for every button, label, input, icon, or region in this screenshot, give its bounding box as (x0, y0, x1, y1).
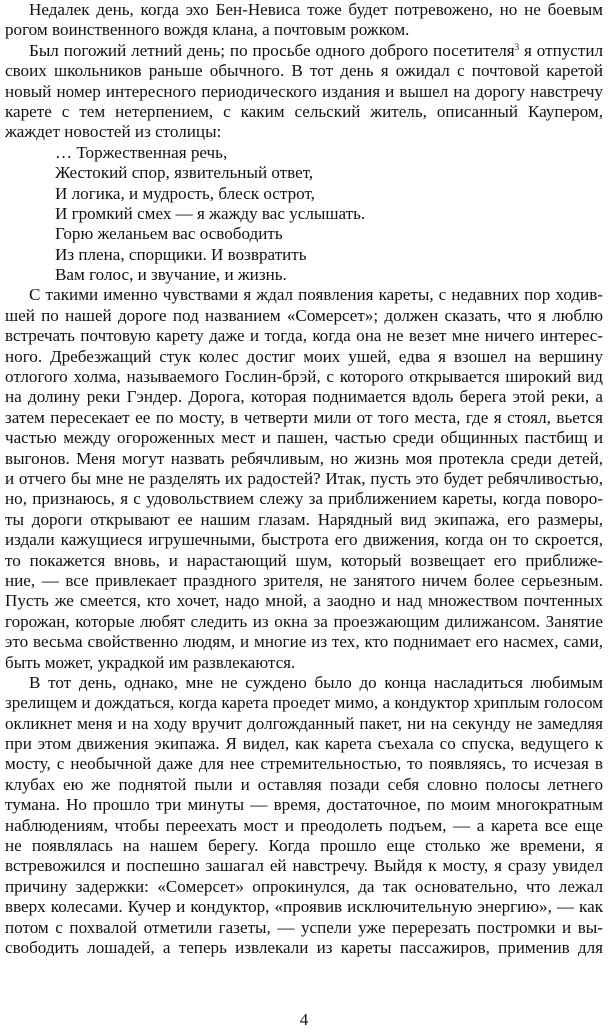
text-line: не появлялась на нашем берегу. Когда прошло еще столько же времени, я (5, 836, 603, 856)
text-line: это весьма свойственно людям, и многие из тех, кто поднимает его насмех, сами, (5, 632, 603, 652)
text-line: ного. Дребезжащий стук колес достиг моих ушей, едва я взошел на вершину (5, 346, 603, 366)
text-line: рогом воинственного вождя клана, а почтовым рожком. (5, 20, 410, 40)
text-line: горожан, которые любят следить из окна за проезжающим дилижансом. Занятие (5, 611, 603, 631)
text-line: окликнет меня и на ходу вручит долгожданный пакет, ни на секунду не замедляя (5, 713, 603, 733)
page-number: 4 (299, 1010, 309, 1029)
text-line: затем пересекает ее по мосту, в четверти мили от того места, где я стоял, вьется (5, 407, 603, 427)
text-line: мосту, с необычной даже для нее стремительностью, то появляясь, то исчезая в (5, 754, 603, 774)
body-text (5, 0, 603, 958)
text-line: свободить лошадей, а теперь извлекали из кареты пассажиров, применив для (5, 937, 603, 957)
text-line: частью между огороженных мест и пашен, частью среди общинных пастбищ и (5, 428, 603, 448)
text-line: на долину реки Гэндер. Дорога, которая поднимается вдоль берега этой реки, а (5, 387, 603, 407)
text-line: встречать почтовую карету даже и тогда, когда она не везет мне ничего интерес- (5, 326, 603, 346)
text-line: выгонов. Меня могут назвать ребячливым, но жизнь моя протекла среди детей, (5, 448, 603, 468)
text-line: С такими именно чувствами я ждал появления кареты, с недавних пор ходив- (29, 285, 603, 305)
verse-line: … Торжественная речь, (55, 142, 228, 162)
text-line: шей по нашей дороге под названием «Сомерсет»; должен сказать, что я люблю (5, 305, 603, 325)
text-line: потом с похвалой отметили газеты, — успели уже перерезать постромки и вы- (5, 917, 603, 937)
verse-line: Из плена, спорщики. И возвратить (55, 244, 307, 264)
text-line: ты дороги открывают ее нашим глазам. Нарядный вид экипажа, его размеры, (5, 509, 603, 529)
text-line: причину задержки: «Сомерсет» опрокинулся, да так основательно, что лежал (5, 876, 603, 896)
text-line: зрелищем и дождаться, когда карета проедет мимо, а кондуктор хриплым голосом (5, 693, 603, 713)
text-line: наблюдениям, чтобы переехать мост и преодолеть подъем, — а карета все еще (5, 815, 603, 835)
text-line: Пусть же смеется, кто хочет, надо мной, а заодно и над множеством почтенных (5, 591, 603, 611)
book-page (5, 0, 603, 1036)
verse-line: И логика, и мудрость, блеск острот, (55, 183, 315, 203)
verse-line: Горю желаньем вас освободить (55, 224, 283, 244)
text-line: клубах ею же поднятой пыли и оставляя позади себя словно полосы летнего (5, 774, 603, 794)
verse-line: И громкий смех — я жажду вас услышать. (55, 203, 366, 223)
verse-line: Вам голос, и звучание, и жизнь. (55, 265, 287, 285)
text-line: ние, — все привлекает праздного зрителя, не занятого ничем более серьезным. (5, 570, 603, 590)
text-fragment: я отпустил (519, 40, 603, 60)
footnote-marker: 3 (514, 41, 520, 52)
text-line: В тот день, однако, мне не суждено было до конца насладиться любимым (29, 672, 603, 692)
text-line: тумана. Но прошло три минуты — время, достаточное, по моим многократным (5, 795, 603, 815)
text-line: издали кажущиеся игрушечными, быстрота его движения, когда он то скроется, (5, 530, 603, 550)
text-line: карете с тем нетерпением, с каким сельский житель, описанный Каупером, (5, 101, 603, 121)
text-line: при этом движения экипажа. Я видел, как карета съехала со спуска, ведущего к (5, 734, 603, 754)
text-line: то покажется вновь, и нарастающий шум, который возвещает его приближе- (5, 550, 603, 570)
text-line: и отчего бы мне не разделять их радостей? Итак, пусть это будет ребячливостью, (5, 468, 603, 488)
text-fragment: Был погожий летний день; по просьбе одного доброго посетителя (29, 40, 515, 60)
text-line (5, 41, 603, 61)
text-line: отлогого холма, называемого Гослин-брэй, с которого открывается широкий вид (5, 367, 603, 387)
text-line: своих школьников раньше обычного. В тот день я ожидал с почтовой каретой (5, 61, 603, 81)
text-line: встревожился и поспешно зашагал ей навстречу. Выйдя к мосту, я сразу увидел (5, 856, 603, 876)
text-line: жаждет новостей из столицы: (5, 122, 222, 142)
text-line: но, признаюсь, я с удовольствием слежу за приближением кареты, когда поворо- (5, 489, 603, 509)
text-line: новый номер интересного периодического издания и вышел на дорогу навстречу (5, 81, 603, 101)
verse-line: Жестокий спор, язвительный ответ, (55, 163, 314, 183)
text-line: вверх колесами. Кучер и кондуктор, «проявив исключительную энергию», — как (5, 897, 603, 917)
text-line: Недалек день, когда эхо Бен-Невиса тоже будет потревожено, но не боевым (29, 0, 603, 19)
text-line: быть может, украдкой им развлекаются. (5, 652, 296, 672)
